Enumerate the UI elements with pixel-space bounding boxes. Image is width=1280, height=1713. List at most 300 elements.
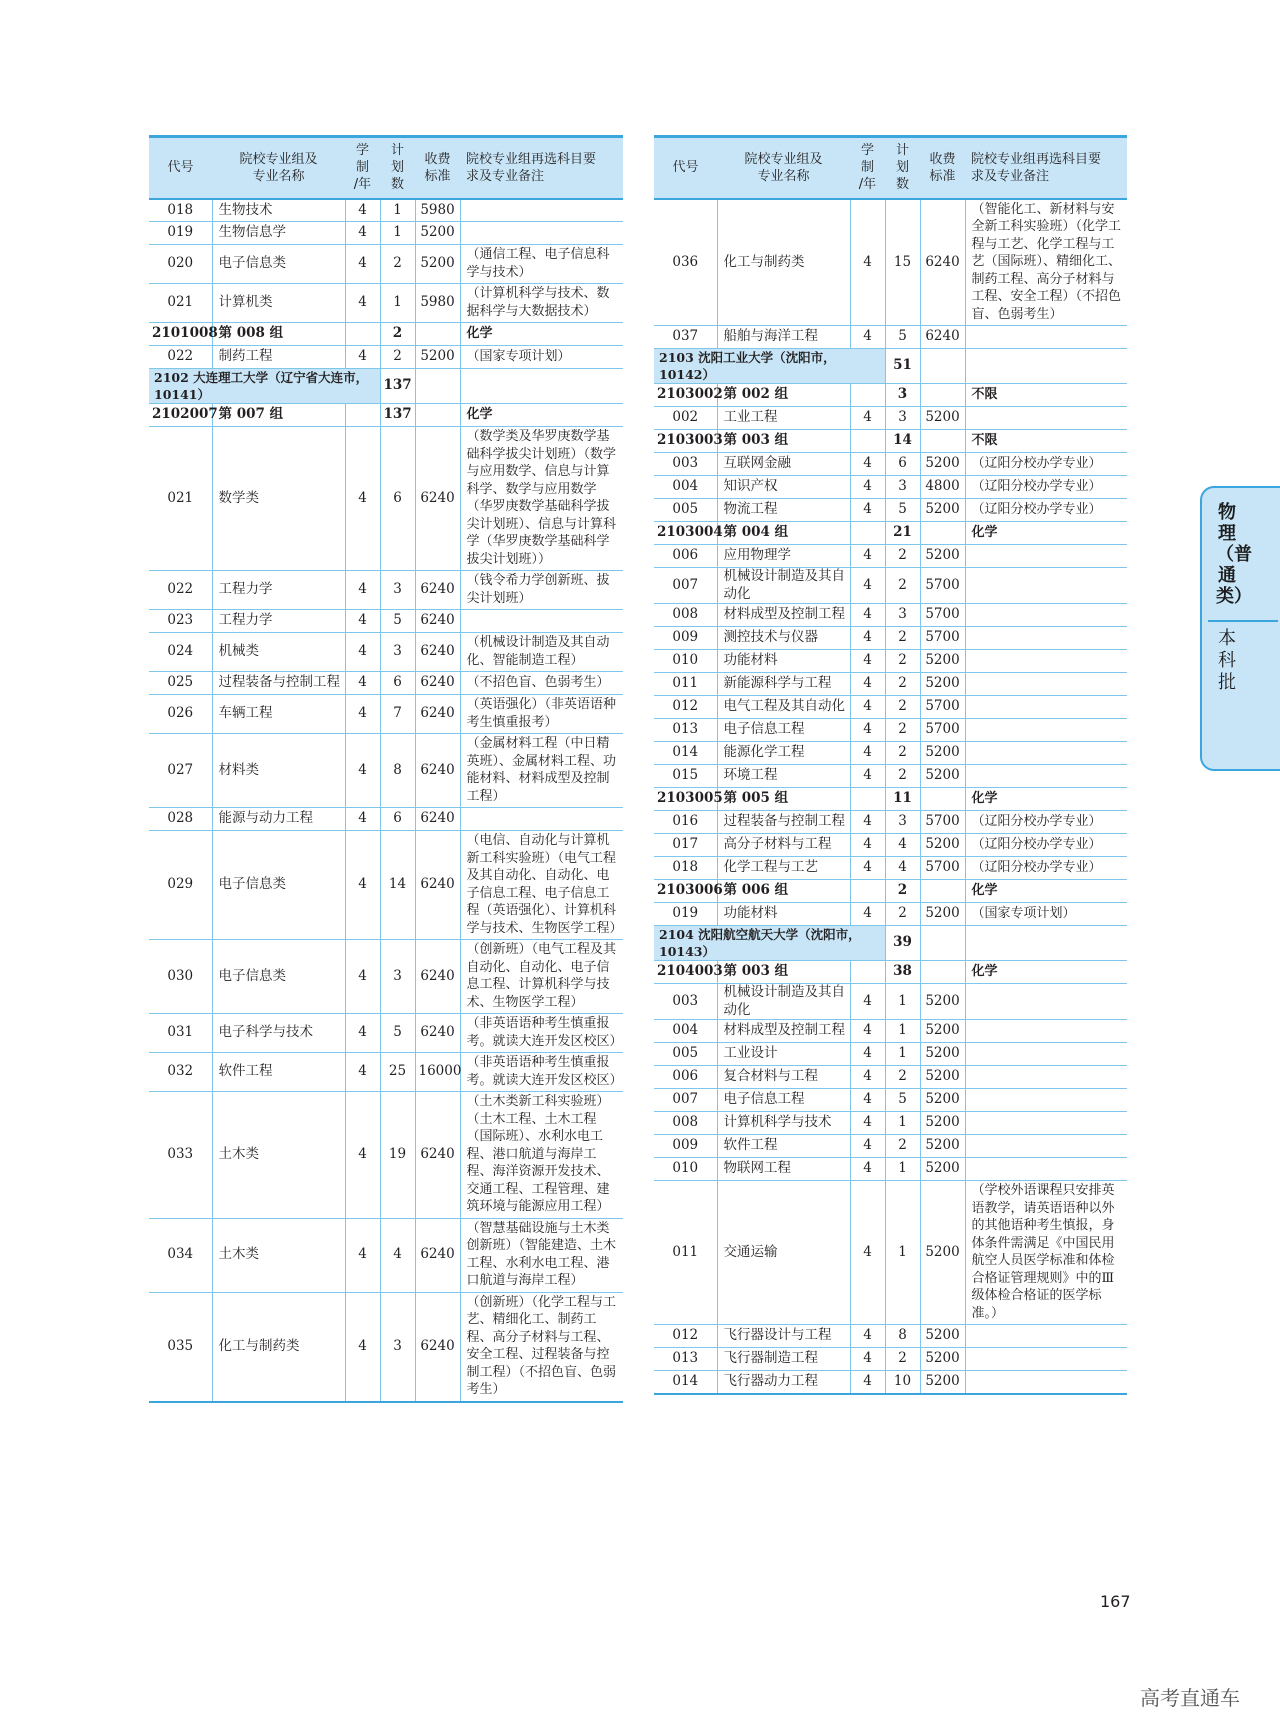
university-note-empty: [965, 349, 1127, 384]
major-name: 土木类: [212, 1092, 345, 1219]
group-name: 第 006 组: [717, 880, 850, 903]
major-years: 4: [850, 1066, 885, 1089]
major-fee: 5200: [920, 1043, 965, 1066]
major-note: （创新班）（电气工程及其自动化、自动化、电子信息工程、计算机科学与技术、生物医学工程）: [460, 940, 623, 1014]
major-code: 008: [654, 1112, 717, 1135]
major-row: [654, 604, 1127, 627]
major-plan: 3: [885, 604, 920, 627]
major-name: 物联网工程: [717, 1158, 850, 1181]
major-name: 电子信息类: [212, 831, 345, 940]
major-name: 电子信息类: [212, 245, 345, 284]
major-row: [149, 199, 623, 222]
major-fee: 6240: [415, 1092, 460, 1219]
major-years: 4: [345, 346, 380, 369]
major-plan: 3: [885, 407, 920, 430]
major-code: 018: [654, 857, 717, 880]
side-tab-batch: 本科批: [1218, 628, 1236, 693]
major-row: [149, 222, 623, 245]
major-code: 036: [654, 199, 717, 326]
major-note: （通信工程、电子信息科学与技术）: [460, 245, 623, 284]
major-row: [654, 476, 1127, 499]
major-note: [965, 1089, 1127, 1112]
major-code: 012: [654, 1325, 717, 1348]
major-code: 006: [654, 545, 717, 568]
major-fee: 5200: [920, 742, 965, 765]
major-fee: 6240: [920, 326, 965, 349]
major-plan: 5: [380, 1014, 415, 1053]
major-years: 4: [850, 834, 885, 857]
major-name: 高分子材料与工程: [717, 834, 850, 857]
major-name: 生物技术: [212, 199, 345, 222]
major-name: 互联网金融: [717, 453, 850, 476]
major-name: 船舶与海洋工程: [717, 326, 850, 349]
major-years: 4: [850, 1181, 885, 1325]
group-years-empty: [850, 430, 885, 453]
major-code: 021: [149, 284, 212, 323]
major-name: 电子信息工程: [717, 719, 850, 742]
major-code: 009: [654, 627, 717, 650]
major-fee: 5700: [920, 811, 965, 834]
major-note: （辽阳分校办学专业）: [965, 811, 1127, 834]
group-name: 第 002 组: [717, 384, 850, 407]
major-row: [654, 1066, 1127, 1089]
major-row: [654, 1181, 1127, 1325]
major-note: [965, 1066, 1127, 1089]
major-code: 002: [654, 407, 717, 430]
major-name: 能源与动力工程: [212, 808, 345, 831]
col-years-header: 学 制 /年: [850, 137, 885, 199]
major-row: [654, 811, 1127, 834]
major-plan: 4: [885, 834, 920, 857]
major-fee: 6240: [920, 199, 965, 326]
major-fee: 6240: [415, 427, 460, 571]
group-name: 第 005 组: [717, 788, 850, 811]
major-note: [965, 1043, 1127, 1066]
major-code: 011: [654, 673, 717, 696]
major-plan: 5: [885, 326, 920, 349]
major-name: 计算机科学与技术: [717, 1112, 850, 1135]
major-code: 029: [149, 831, 212, 940]
major-note: （机械设计制造及其自动化、智能制造工程）: [460, 633, 623, 672]
major-fee: 5200: [920, 407, 965, 430]
major-code: 031: [149, 1014, 212, 1053]
major-fee: 6240: [415, 672, 460, 695]
major-note: （钱令希力学创新班、拔尖计划班）: [460, 571, 623, 610]
col-requirement-header: 院校专业组再选科目要 求及专业备注: [460, 137, 623, 199]
major-plan: 3: [380, 571, 415, 610]
university-fee-empty: [415, 369, 460, 404]
major-name: 土木类: [212, 1218, 345, 1292]
page-number: 167: [1100, 1592, 1131, 1611]
major-code: 014: [654, 1371, 717, 1394]
major-fee: 5200: [920, 984, 965, 1020]
major-note: [965, 650, 1127, 673]
major-note: （非英语语种考生慎重报考。就读大连开发区校区）: [460, 1053, 623, 1092]
major-name: 交通运输: [717, 1181, 850, 1325]
major-plan: 2: [885, 696, 920, 719]
major-row: [149, 672, 623, 695]
major-fee: 5200: [920, 1135, 965, 1158]
col-code-header: 代号: [654, 137, 717, 199]
major-row: [654, 326, 1127, 349]
major-fee: 5700: [920, 696, 965, 719]
group-requirement: 化学: [965, 788, 1127, 811]
major-name: 机械设计制造及其自动化: [717, 568, 850, 604]
major-name: 电子科学与技术: [212, 1014, 345, 1053]
major-code: 008: [654, 604, 717, 627]
group-row: [654, 788, 1127, 811]
major-row: [149, 284, 623, 323]
major-row: [654, 903, 1127, 926]
major-row: [654, 742, 1127, 765]
major-fee: 5200: [920, 650, 965, 673]
major-name: 测控技术与仪器: [717, 627, 850, 650]
major-name: 飞行器制造工程: [717, 1348, 850, 1371]
major-row: [654, 765, 1127, 788]
group-fee-empty: [920, 961, 965, 984]
major-name: 电子信息工程: [717, 1089, 850, 1112]
major-fee: 5980: [415, 199, 460, 222]
major-plan: 8: [380, 734, 415, 808]
major-years: 4: [850, 1371, 885, 1394]
major-code: 006: [654, 1066, 717, 1089]
university-name: 2103 沈阳工业大学（沈阳市，10142）: [654, 349, 885, 384]
major-name: 电子信息类: [212, 940, 345, 1014]
major-code: 005: [654, 499, 717, 522]
major-note: （英语强化）（非英语语种考生慎重报考）: [460, 695, 623, 734]
major-name: 功能材料: [717, 903, 850, 926]
university-name: 2102 大连理工大学（辽宁省大连市，10141）: [149, 369, 380, 404]
major-note: [965, 696, 1127, 719]
major-note: [965, 984, 1127, 1020]
watermark-text: 高考直通车: [1140, 1686, 1240, 1710]
major-fee: 5200: [415, 222, 460, 245]
major-row: [149, 633, 623, 672]
major-code: 028: [149, 808, 212, 831]
major-fee: 5200: [920, 1020, 965, 1043]
major-years: 4: [345, 940, 380, 1014]
major-code: 007: [654, 568, 717, 604]
major-name: 软件工程: [212, 1053, 345, 1092]
major-row: [654, 857, 1127, 880]
group-row: [149, 404, 623, 427]
major-years: 4: [850, 857, 885, 880]
major-plan: 6: [380, 672, 415, 695]
group-row: [149, 323, 623, 346]
group-plan: 3: [885, 384, 920, 407]
major-years: 4: [850, 1135, 885, 1158]
major-note: （智能化工、新材料与安全新工科实验班）（化学工程与工艺、化学工程与工艺（国际班）、精细化工、制药工程、高分子材料与工程、安全工程）（不招色盲、色弱考生）: [965, 199, 1127, 326]
major-fee: 6240: [415, 633, 460, 672]
group-row: [654, 384, 1127, 407]
major-plan: 2: [885, 719, 920, 742]
major-plan: 2: [885, 650, 920, 673]
major-fee: 6240: [415, 1218, 460, 1292]
major-fee: 6240: [415, 695, 460, 734]
major-row: [149, 1092, 623, 1219]
major-years: 4: [850, 742, 885, 765]
major-plan: 3: [380, 633, 415, 672]
major-fee: 5700: [920, 857, 965, 880]
major-plan: 2: [885, 627, 920, 650]
major-note: [965, 407, 1127, 430]
major-name: 飞行器动力工程: [717, 1371, 850, 1394]
major-code: 024: [149, 633, 212, 672]
major-plan: 2: [885, 568, 920, 604]
major-note: [965, 719, 1127, 742]
major-name: 物流工程: [717, 499, 850, 522]
major-note: [965, 1020, 1127, 1043]
major-note: [460, 199, 623, 222]
major-name: 复合材料与工程: [717, 1066, 850, 1089]
group-fee-empty: [920, 788, 965, 811]
major-fee: 6240: [415, 571, 460, 610]
major-note: （金属材料工程（中日精英班）、金属材料工程、功能材料、材料成型及控制工程）: [460, 734, 623, 808]
major-plan: 1: [885, 984, 920, 1020]
major-name: 功能材料: [717, 650, 850, 673]
major-plan: 5: [885, 499, 920, 522]
major-years: 4: [850, 673, 885, 696]
major-code: 014: [654, 742, 717, 765]
major-fee: 6240: [415, 940, 460, 1014]
major-note: （学校外语课程只安排英语教学，请英语语种以外的其他语种考生慎报，身体条件需满足《中国民用航空人员医学标准和体检合格证管理规则》中的Ⅲ级体检合格证的医学标准。）: [965, 1181, 1127, 1325]
major-years: 4: [850, 604, 885, 627]
major-code: 025: [149, 672, 212, 695]
major-code: 032: [149, 1053, 212, 1092]
major-years: 4: [850, 1020, 885, 1043]
major-code: 018: [149, 199, 212, 222]
major-years: 4: [850, 719, 885, 742]
group-code: 2103002: [654, 384, 717, 407]
group-name: 第 003 组: [717, 430, 850, 453]
major-plan: 2: [885, 742, 920, 765]
major-name: 材料成型及控制工程: [717, 1020, 850, 1043]
group-plan: 137: [380, 404, 415, 427]
major-name: 新能源科学与工程: [717, 673, 850, 696]
major-name: 化学工程与工艺: [717, 857, 850, 880]
major-plan: 2: [885, 673, 920, 696]
major-row: [149, 346, 623, 369]
major-plan: 2: [885, 765, 920, 788]
col-requirement-header: 院校专业组再选科目要 求及专业备注: [965, 137, 1127, 199]
major-row: [654, 719, 1127, 742]
major-note: [965, 326, 1127, 349]
major-note: （土木类新工科实验班）（土木工程、土木工程（国际班）、水利水电工程、港口航道与海岸工程、海洋资源开发技术、交通工程、工程管理、建筑环境与能源应用工程）: [460, 1092, 623, 1219]
major-plan: 2: [380, 245, 415, 284]
major-name: 能源化学工程: [717, 742, 850, 765]
major-plan: 2: [885, 903, 920, 926]
group-plan: 11: [885, 788, 920, 811]
major-row: [149, 695, 623, 734]
major-code: 022: [149, 346, 212, 369]
major-code: 015: [654, 765, 717, 788]
major-plan: 6: [885, 453, 920, 476]
major-note: （辽阳分校办学专业）: [965, 857, 1127, 880]
col-fee-header: 收费 标准: [415, 137, 460, 199]
major-note: （辽阳分校办学专业）: [965, 834, 1127, 857]
major-years: 4: [345, 245, 380, 284]
major-plan: 1: [885, 1181, 920, 1325]
major-note: [965, 1158, 1127, 1181]
group-code: 2103006: [654, 880, 717, 903]
major-years: 4: [345, 610, 380, 633]
group-requirement: 化学: [460, 404, 623, 427]
major-fee: 6240: [415, 1014, 460, 1053]
group-fee-empty: [415, 404, 460, 427]
major-code: 033: [149, 1092, 212, 1219]
major-row: [149, 1053, 623, 1092]
major-years: 4: [345, 222, 380, 245]
category-side-tab: [1200, 486, 1280, 771]
major-fee: 5200: [920, 1371, 965, 1394]
major-fee: 5200: [920, 545, 965, 568]
major-plan: 8: [885, 1325, 920, 1348]
major-code: 013: [654, 719, 717, 742]
major-code: 013: [654, 1348, 717, 1371]
major-note: [965, 1371, 1127, 1394]
col-code-header: 代号: [149, 137, 212, 199]
major-years: 4: [850, 765, 885, 788]
major-code: 003: [654, 984, 717, 1020]
major-years: 4: [345, 1218, 380, 1292]
major-years: 4: [850, 453, 885, 476]
major-fee: 16000: [415, 1053, 460, 1092]
major-row: [654, 1089, 1127, 1112]
major-row: [654, 650, 1127, 673]
group-requirement: 不限: [965, 384, 1127, 407]
major-years: 4: [850, 568, 885, 604]
group-fee-empty: [415, 323, 460, 346]
major-plan: 10: [885, 1371, 920, 1394]
major-note: [965, 604, 1127, 627]
major-row: [149, 1218, 623, 1292]
major-note: （国家专项计划）: [460, 346, 623, 369]
major-years: 4: [850, 499, 885, 522]
major-note: （不招色盲、色弱考生）: [460, 672, 623, 695]
major-fee: 5980: [415, 284, 460, 323]
major-plan: 1: [885, 1112, 920, 1135]
major-code: 019: [654, 903, 717, 926]
major-row: [149, 734, 623, 808]
col-fee-header: 收费 标准: [920, 137, 965, 199]
group-years-empty: [850, 961, 885, 984]
major-name: 机械类: [212, 633, 345, 672]
major-row: [149, 808, 623, 831]
major-plan: 19: [380, 1092, 415, 1219]
side-tab-category: 物理（普通类）: [1216, 502, 1252, 607]
group-row: [654, 522, 1127, 545]
major-years: 4: [345, 1092, 380, 1219]
university-note-empty: [460, 369, 623, 404]
major-years: 4: [850, 650, 885, 673]
major-note: [965, 627, 1127, 650]
major-code: 012: [654, 696, 717, 719]
major-plan: 15: [885, 199, 920, 326]
side-tab-divider: [1208, 620, 1278, 622]
group-plan: 14: [885, 430, 920, 453]
major-row: [654, 545, 1127, 568]
group-plan: 2: [380, 323, 415, 346]
major-note: [965, 765, 1127, 788]
major-years: 4: [850, 903, 885, 926]
major-row: [654, 1112, 1127, 1135]
major-plan: 1: [380, 284, 415, 323]
major-fee: 5200: [920, 453, 965, 476]
major-name: 软件工程: [717, 1135, 850, 1158]
major-row: [149, 831, 623, 940]
major-years: 4: [345, 695, 380, 734]
group-code: 2103004: [654, 522, 717, 545]
major-years: 4: [850, 199, 885, 326]
major-note: [965, 545, 1127, 568]
major-row: [654, 407, 1127, 430]
admission-table-left: [149, 135, 623, 1403]
group-plan: 38: [885, 961, 920, 984]
major-row: [654, 1348, 1127, 1371]
major-years: 4: [345, 427, 380, 571]
major-code: 034: [149, 1218, 212, 1292]
col-years-header: 学 制 /年: [345, 137, 380, 199]
group-name: 第 008 组: [212, 323, 345, 346]
major-fee: 5200: [415, 346, 460, 369]
major-name: 工业工程: [717, 407, 850, 430]
major-code: 017: [654, 834, 717, 857]
major-plan: 2: [885, 545, 920, 568]
group-plan: 2: [885, 880, 920, 903]
major-name: 计算机类: [212, 284, 345, 323]
major-plan: 25: [380, 1053, 415, 1092]
group-years-empty: [850, 788, 885, 811]
major-name: 过程装备与控制工程: [717, 811, 850, 834]
major-name: 数学类: [212, 427, 345, 571]
major-row: [654, 1135, 1127, 1158]
major-name: 机械设计制造及其自动化: [717, 984, 850, 1020]
major-code: 010: [654, 1158, 717, 1181]
major-code: 016: [654, 811, 717, 834]
group-fee-empty: [920, 522, 965, 545]
major-row: [149, 1292, 623, 1402]
major-plan: 6: [380, 427, 415, 571]
group-years-empty: [850, 384, 885, 407]
major-code: 004: [654, 476, 717, 499]
major-years: 4: [345, 633, 380, 672]
group-fee-empty: [920, 430, 965, 453]
major-code: 030: [149, 940, 212, 1014]
major-note: [460, 610, 623, 633]
major-plan: 1: [380, 222, 415, 245]
major-fee: 6240: [415, 610, 460, 633]
major-row: [654, 1158, 1127, 1181]
major-fee: 5200: [920, 765, 965, 788]
major-note: （电信、自动化与计算机新工科实验班）（电气工程及其自动化、自动化、电子信息工程、电子信息工程（英语强化）、计算机科学与技术、生物医学工程）: [460, 831, 623, 940]
university-fee-empty: [920, 926, 965, 961]
major-note: [460, 222, 623, 245]
major-code: 026: [149, 695, 212, 734]
group-row: [654, 430, 1127, 453]
major-code: 021: [149, 427, 212, 571]
major-years: 4: [850, 407, 885, 430]
major-plan: 5: [380, 610, 415, 633]
major-note: [965, 742, 1127, 765]
major-fee: 5200: [920, 1089, 965, 1112]
admission-table-right: [654, 135, 1127, 1395]
major-years: 4: [850, 1112, 885, 1135]
major-plan: 5: [885, 1089, 920, 1112]
major-years: 4: [345, 571, 380, 610]
university-row: [149, 369, 623, 404]
major-years: 4: [850, 545, 885, 568]
group-requirement: 化学: [460, 323, 623, 346]
